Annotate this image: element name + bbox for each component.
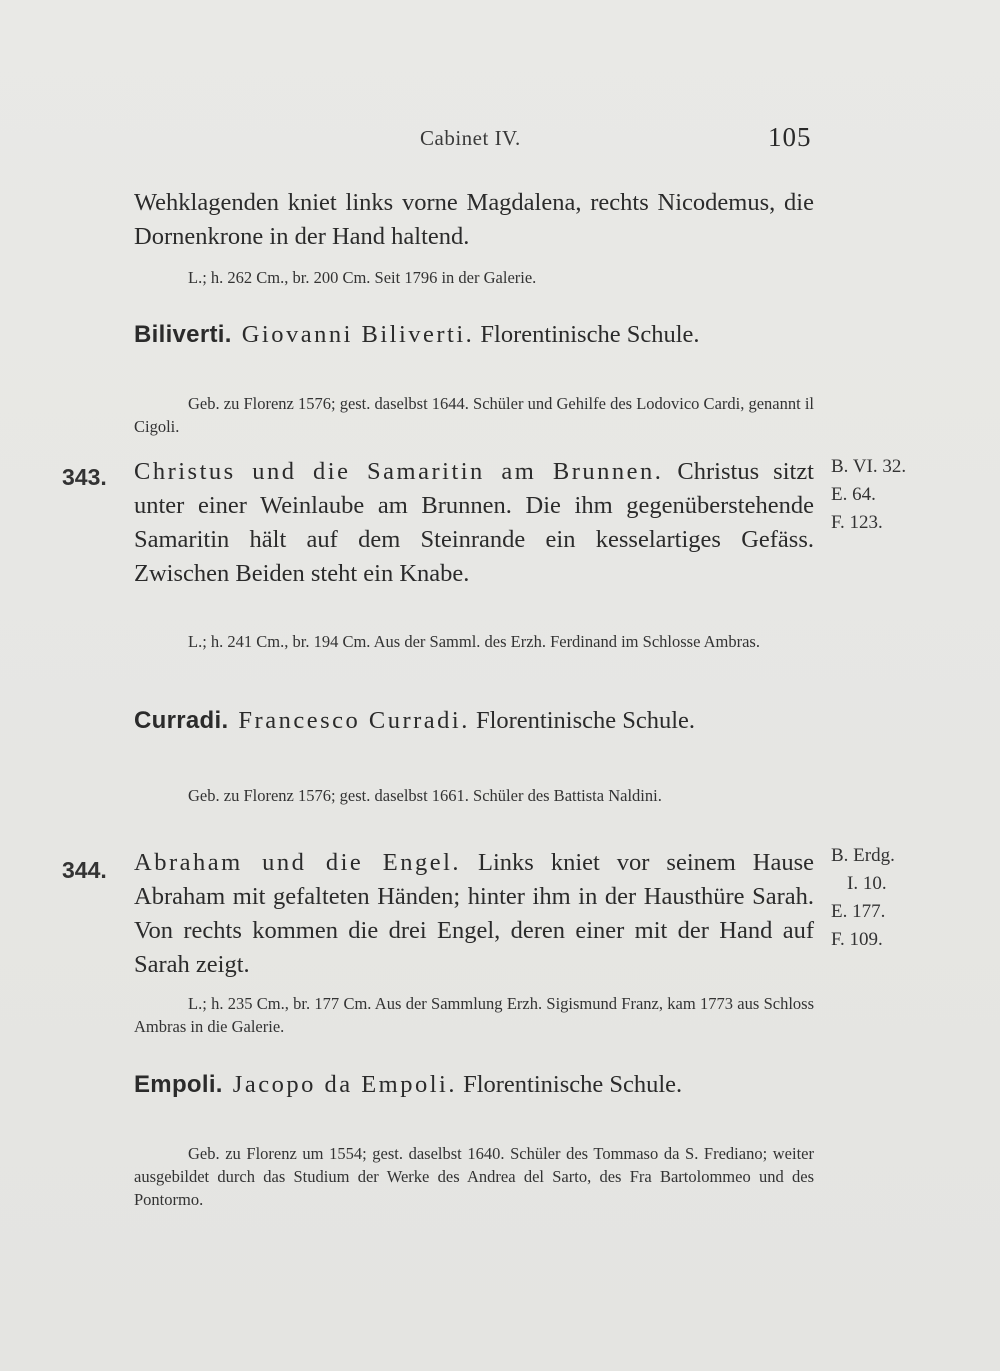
reference: B. Erdg. [831,845,895,866]
entry-dimensions-343: L.; h. 241 Cm., br. 194 Cm. Aus der Samml. des Erzh. Ferdinand im Schlosse Ambras. [188,632,760,651]
artist-full-name: Giovanni Biliverti. [241,321,475,348]
artist-bio-biliverti: Geb. zu Florenz 1576; gest. daselbst 1644. Schüler und Gehilfe des Lodovico Cardi, genannt il Cigoli. [134,394,814,436]
continuation-text: Wehklagenden kniet links vorne Magdalena, rechts Nicodemus, die Dornenkrone in der Hand haltend. [134,189,814,250]
reference: B. VI. 32. [831,456,907,477]
reference: I. 10. [847,873,887,894]
catalogue-number-344: 344. [62,857,107,883]
artist-heading-empoli [134,1068,814,1102]
artist-full-name: Francesco Curradi. [238,707,470,734]
entry-text-343 [134,455,814,591]
artist-name: Curradi. [134,707,229,734]
artist-school: Florentinische Schule. [480,321,700,348]
references-343 [831,453,906,537]
entry-text-344 [134,846,814,982]
entry-description: Links kniet vor seinem Hause Abraham mit gefalteten Händen; hinter ihm in der Hausthüre Sarah. Von rechts kommen die drei Engel, deren einer mit der Hand auf Sarah zeigt. [134,849,815,978]
artist-heading-curradi [134,704,814,738]
page-number: 105 [768,122,812,152]
reference: F. 123. [831,512,883,533]
artist-bio-empoli: Geb. zu Florenz um 1554; gest. daselbst 1640. Schüler des Tommaso da S. Frediano; weiter ausgebildet durch das Studium der Werke des Andrea del Sarto, des Fra Bartolommeo und des Pontormo. [134,1144,814,1209]
artist-school: Florentinische Schule. [475,707,696,734]
entry-title: Christus und die Samaritin am Brunnen. [134,458,664,485]
running-header: Cabinet IV. [420,126,521,150]
reference: F. 109. [831,929,883,950]
artist-school: Florentinische Schule. [463,1071,683,1098]
artist-full-name: Jacopo da Empoli. [232,1071,457,1098]
reference: E. 177. [831,901,886,922]
artist-name: Empoli. [134,1071,223,1098]
reference: E. 64. [831,484,876,505]
artist-name: Biliverti. [134,321,232,348]
entry-dimensions-344: L.; h. 235 Cm., br. 177 Cm. Aus der Sammlung Erzh. Sigismund Franz, kam 1773 aus Schloss Ambras in die Galerie. [134,994,814,1036]
entry-description: Christus sitzt unter einer Weinlaube am Brunnen. Die ihm gegenüberstehende Samaritin hält auf dem Steinrande ein kesselartiges Gefäss. Zwischen Beiden steht ein Knabe. [134,458,814,587]
catalogue-number-343: 343. [62,464,107,490]
artist-bio-curradi: Geb. zu Florenz 1576; gest. daselbst 1661. Schüler des Battista Naldini. [188,786,662,805]
references-344 [831,842,895,954]
entry-title: Abraham und die Engel. [134,849,462,876]
artist-heading-biliverti [134,318,814,352]
continuation-dimensions: L.; h. 262 Cm., br. 200 Cm. Seit 1796 in der Galerie. [188,268,537,287]
